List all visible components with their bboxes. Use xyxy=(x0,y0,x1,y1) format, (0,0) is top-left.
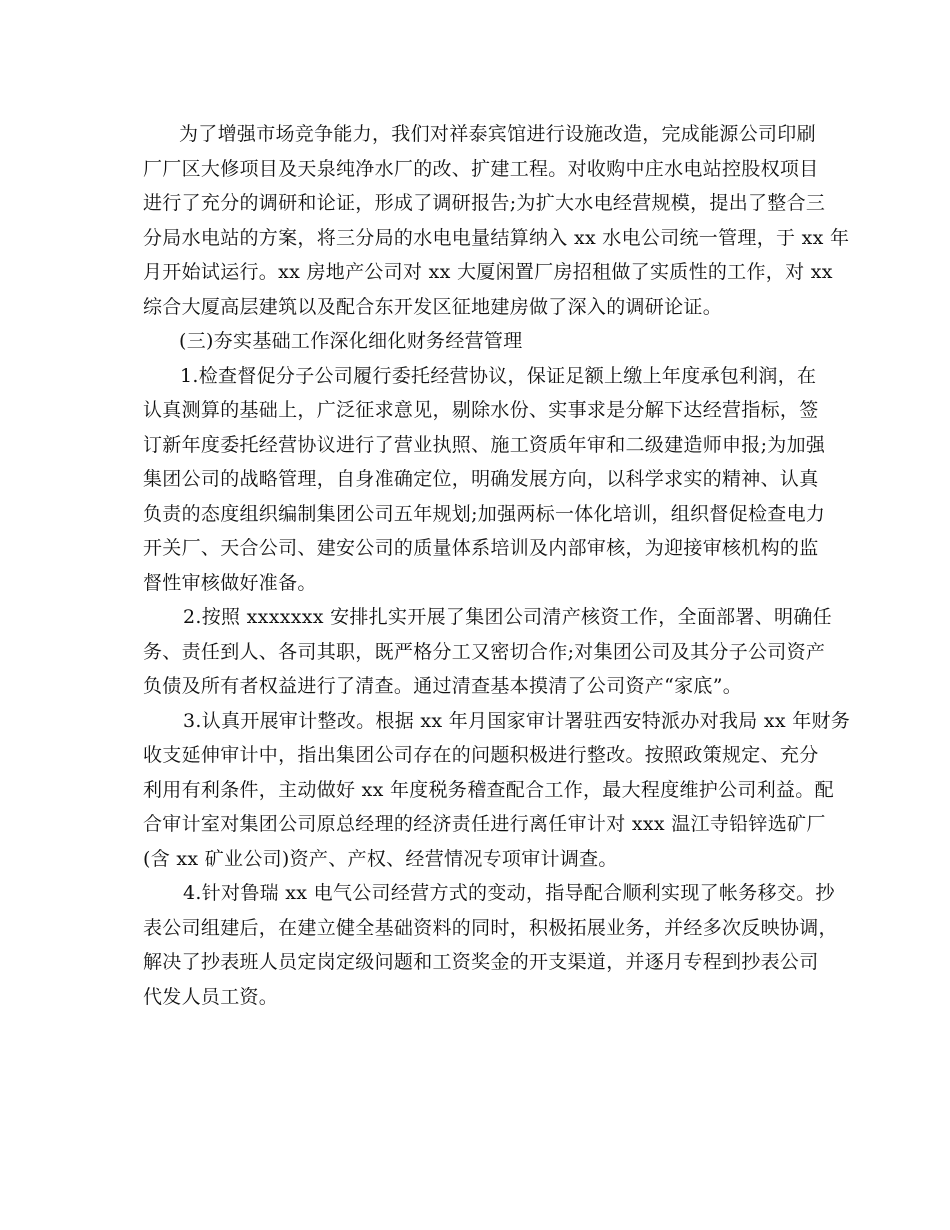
paragraph-line: 利用有利条件，主动做好 xx 年度税务稽查配合工作，最大程度维护公司利益。配 xyxy=(143,778,834,801)
paragraph-line: (含 xx 矿业公司)资产、产权、经营情况专项审计调查。 xyxy=(143,847,618,870)
paragraph-line: 代发人员工资。 xyxy=(143,985,279,1008)
paragraph-line: 厂厂区大修项目及天泉纯净水厂的改、扩建工程。对收购中庄水电站控股权项目 xyxy=(143,157,819,180)
paragraph-line: 综合大厦高层建筑以及配合东开发区征地建房做了深入的调研论证。 xyxy=(143,295,723,318)
paragraph-line: 合审计室对集团公司原总经理的经济责任进行离任审计对 xxx 温江寺铅锌选矿厂 xyxy=(143,813,826,835)
document-body xyxy=(143,117,851,1014)
section-heading: (三)夯实基础工作深化细化财务经营管理 xyxy=(179,330,523,352)
paragraph-line: 2.按照 xxxxxxx 安排扎实开展了集团公司清产核资工作，全面部署、明确任 xyxy=(183,606,832,628)
paragraph-line: 负债及所有者权益进行了清查。通过清查基本摸清了公司资产“家底”。 xyxy=(143,675,743,697)
paragraph-line: 1.检查督促分子公司履行委托经营协议，保证足额上缴上年度承包利润，在 xyxy=(180,364,817,387)
paragraph-line: 督性审核做好准备。 xyxy=(143,571,317,594)
paragraph-line: 解决了抄表班人员定岗定级问题和工资奖金的开支渠道，并逐月专程到抄表公司 xyxy=(143,951,819,973)
paragraph-line: 月开始试运行。xx 房地产公司对 xx 大厦闲置厂房招租做了实质性的工作，对 xx xyxy=(143,261,833,283)
paragraph-line: 订新年度委托经营协议进行了营业执照、施工资质年审和二级建造师申报;为加强 xyxy=(143,433,826,456)
paragraph-line: 分局水电站的方案，将三分局的水电电量结算纳入 xx 水电公司统一管理，于 xx 年 xyxy=(143,226,850,249)
paragraph-line: 为了增强市场竞争能力，我们对祥泰宾馆进行设施改造，完成能源公司印刷 xyxy=(179,123,816,145)
paragraph-line: 集团公司的战略管理，自身准确定位，明确发展方向，以科学求实的精神、认真 xyxy=(143,468,819,490)
paragraph-line: 收支延伸审计中，指出集团公司存在的问题积极进行整改。按照政策规定、充分 xyxy=(143,744,819,766)
paragraph-line: 开关厂、天合公司、建安公司的质量体系培训及内部审核，为迎接审核机构的监 xyxy=(143,537,819,559)
paragraph-line: 负责的态度组织编制集团公司五年规划;加强两标一体化培训，组织督促检查电力 xyxy=(143,502,826,525)
paragraph-line: 认真测算的基础上，广泛征求意见，剔除水份、实事求是分解下达经营指标，签 xyxy=(143,399,819,421)
paragraph-line: 表公司组建后，在建立健全基础资料的同时，积极拓展业务，并经多次反映协调， xyxy=(143,916,838,939)
paragraph-line: 务、责任到人、各司其职，既严格分工又密切合作;对集团公司及其分子公司资产 xyxy=(143,640,826,663)
paragraph-line: 进行了充分的调研和论证，形成了调研报告;为扩大水电经营规模，提出了整合三 xyxy=(143,192,826,214)
paragraph-line: 3.认真开展审计整改。根据 xx 年月国家审计署驻西安特派办对我局 xx 年财务 xyxy=(183,709,851,732)
paragraph-line: 4.针对鲁瑞 xx 电气公司经营方式的变动，指导配合顺利实现了帐务移交。抄 xyxy=(183,882,835,904)
